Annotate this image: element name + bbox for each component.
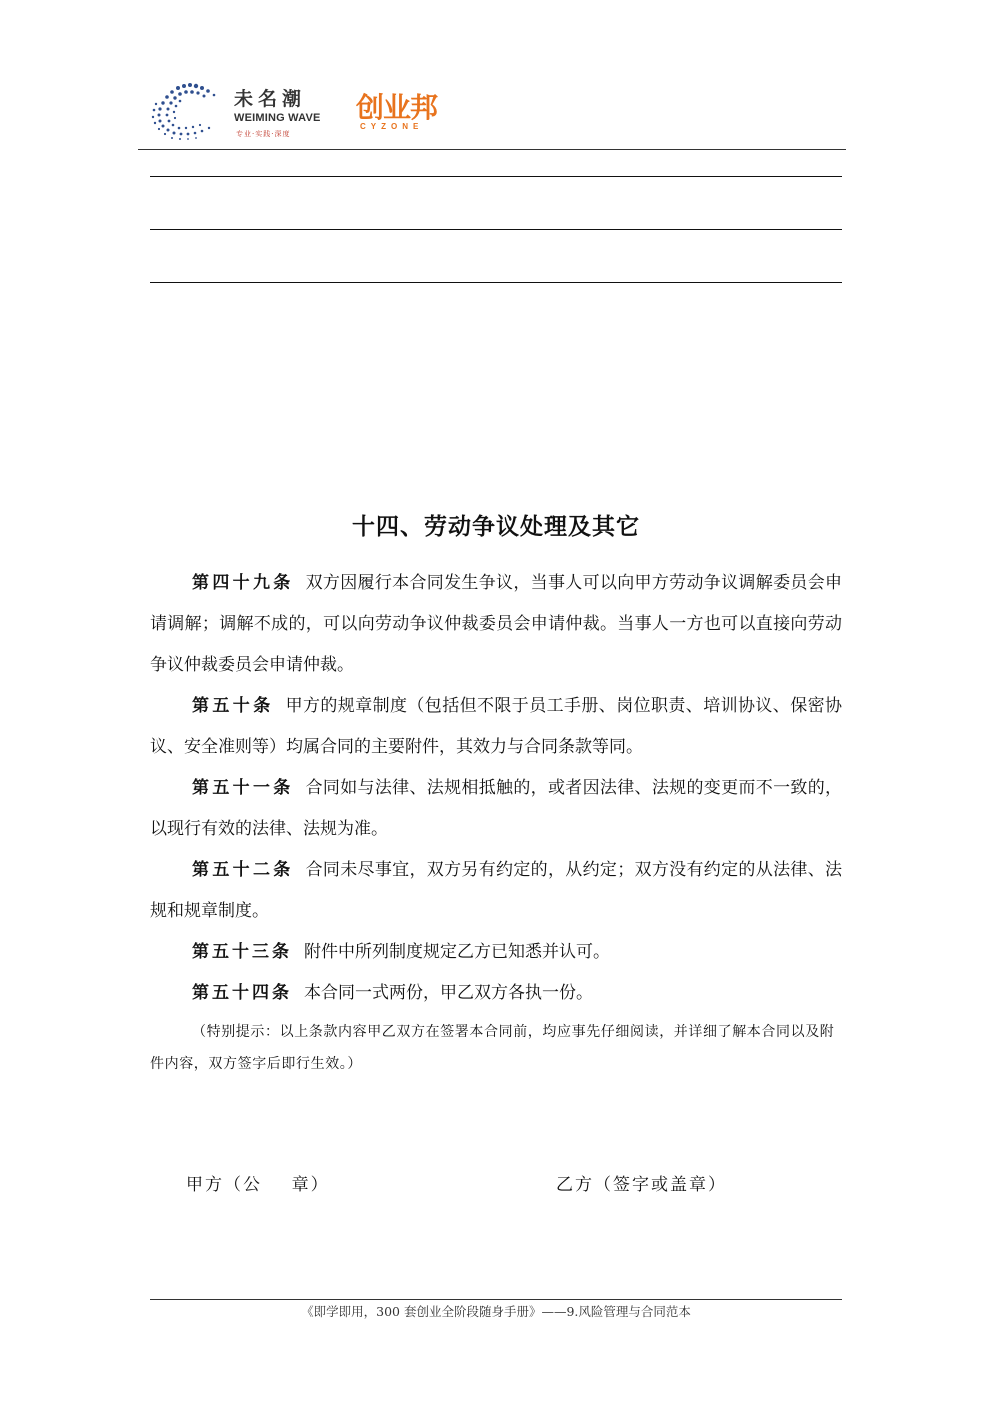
special-notice: （特别提示：以上条款内容甲乙双方在签署本合同前，均应事先仔细阅读，并详细了解本合同以及附件内容，双方签字后即行生效。）	[150, 1024, 835, 1072]
article-paragraph	[150, 563, 842, 686]
article-text: 双方因履行本合同发生争议，当事人可以向甲方劳动争议调解委员会申请调解；调解不成的，可以向劳动争议仲裁委员会申请仲裁。当事人一方也可以直接向劳动争议仲裁委员会申请仲裁。	[150, 573, 843, 675]
article-paragraph	[150, 850, 842, 932]
article-label: 第五十条	[192, 696, 274, 716]
article-label: 第五十二条	[192, 860, 294, 880]
article-paragraph	[150, 973, 842, 1014]
page-footer: 《即学即用，300 套创业全阶段随身手册》——9.风险管理与合同范本	[301, 1304, 691, 1319]
party-b-signature-label: 乙方（签字或盖章）	[556, 1175, 727, 1195]
party-a-signature-label: 甲方（公 章）	[186, 1175, 330, 1195]
blank-fill-line	[150, 282, 842, 283]
logo-name-en: WEIMING WAVE	[234, 112, 321, 124]
header-rule	[138, 149, 846, 150]
article-paragraph	[150, 686, 842, 768]
article-text: 合同未尽事宜，双方另有约定的，从约定；双方没有约定的从法律、法规和规章制度。	[150, 860, 843, 921]
cyzone-logo-cn: 创业邦	[356, 91, 438, 124]
article-label: 第五十三条	[192, 942, 292, 962]
article-paragraph	[150, 768, 842, 850]
page-header	[138, 70, 846, 150]
footer-rule	[150, 1299, 842, 1300]
wave-swirl-icon	[146, 80, 230, 140]
cyzone-logo	[356, 86, 456, 136]
article-text: 甲方的规章制度（包括但不限于员工手册、岗位职责、培训协议、保密协议、安全准则等）均属合同的主要附件，其效力与合同条款等同。	[150, 696, 843, 757]
logo-name-cn: 未名潮	[234, 88, 307, 110]
article-label: 第五十一条	[192, 778, 294, 798]
blank-fill-line	[150, 176, 842, 177]
section-title: 十四、劳动争议处理及其它	[352, 514, 640, 540]
logo-slogan: 专业·实践·深度	[236, 130, 291, 138]
articles-block	[150, 563, 842, 1014]
article-text: 合同如与法律、法规相抵触的，或者因法律、法规的变更而不一致的，以现行有效的法律、法规为准。	[150, 778, 843, 839]
blank-fill-line	[150, 229, 842, 230]
article-label: 第五十四条	[192, 983, 292, 1003]
weiming-wave-logo	[138, 70, 328, 144]
article-text: 本合同一式两份，甲乙双方各执一份。	[304, 983, 593, 1003]
article-paragraph	[150, 932, 842, 973]
cyzone-logo-en: CYZONE	[360, 122, 424, 131]
article-label: 第四十九条	[192, 573, 294, 593]
article-text: 附件中所列制度规定乙方已知悉并认可。	[304, 942, 610, 962]
